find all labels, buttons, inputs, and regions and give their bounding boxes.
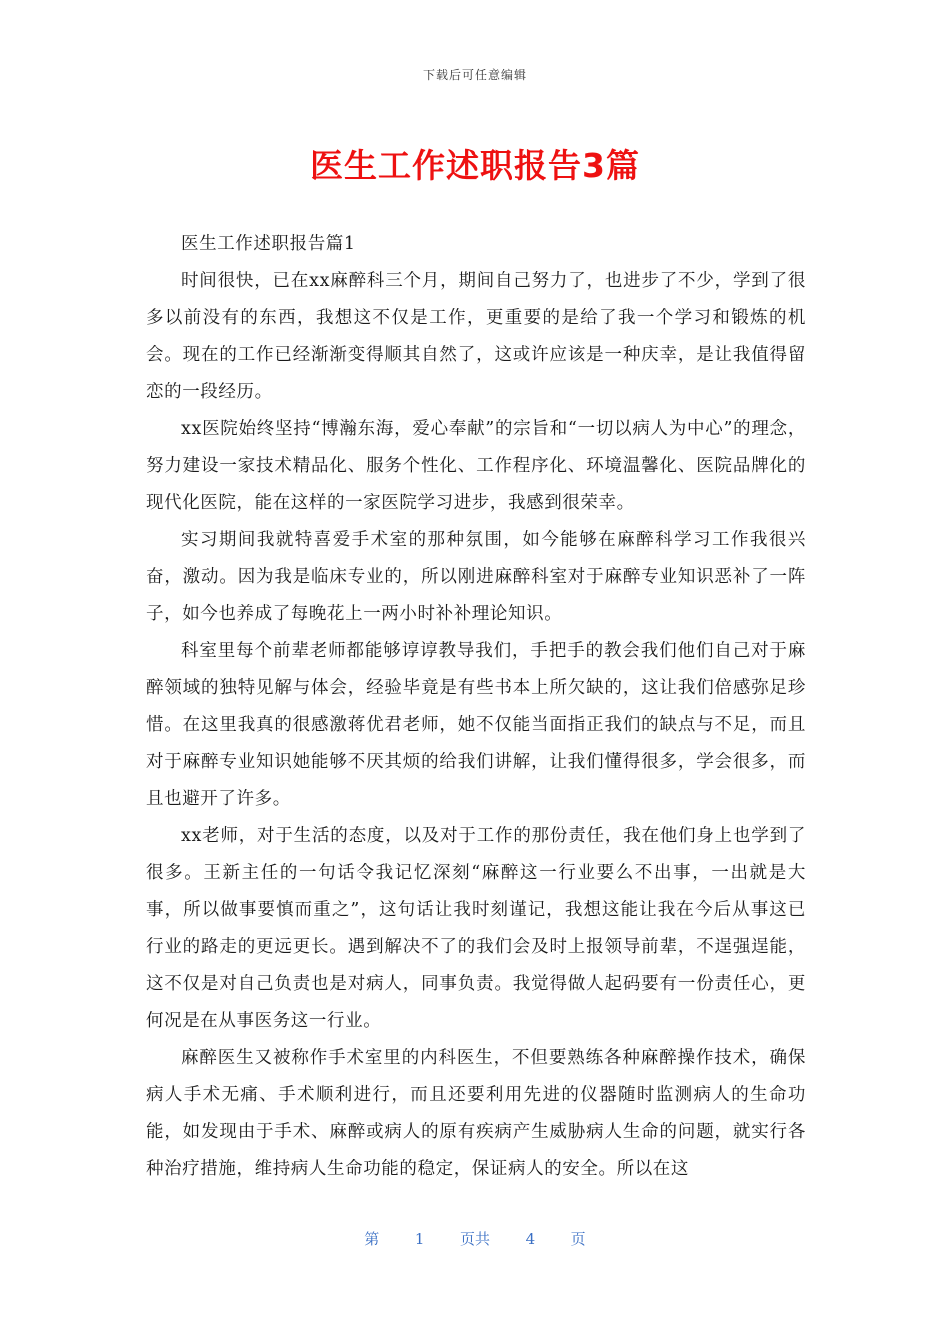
paragraph: 科室里每个前辈老师都能够谆谆教导我们，手把手的教会我们他们自己对于麻醉领域的独特见解与体会，经验毕竟是有些书本上所欠缺的，这让我们倍感弥足珍惜。在这里我真的很感激蒋优君老师，她不仅能当面指正我们的缺点与不足，而且对于麻醉专业知识她能够不厌其烦的给我们讲解，让我们懂得很多，学会很多，而且也避开了许多。 (146, 641, 806, 809)
paragraph: 实习期间我就特喜爱手术室的那种氛围，如今能够在麻醉科学习工作我很兴奋，激动。因为我是临床专业的，所以刚进麻醉科室对于麻醉专业知识恶补了一阵子，如今也养成了每晚花上一两小时补补理论知识。 (146, 530, 806, 624)
page-footer (0, 1228, 950, 1249)
current-page-number: 1 (414, 1230, 425, 1248)
page-label-post: 页 (570, 1230, 586, 1248)
document-title: 医生工作述职报告3篇 (310, 146, 640, 185)
page-label-pre: 第 (364, 1230, 380, 1248)
paragraph: xx医院始终坚持“博瀚东海，爱心奉献”的宗旨和“一切以病人为中心”的理念，努力建设一家技术精品化、服务个性化、工作程序化、环境温馨化、医院品牌化的现代化医院，能在这样的一家医院学习进步，我感到很荣幸。 (146, 419, 806, 513)
paragraph: 时间很快，已在xx麻醉科三个月，期间自己努力了，也进步了不少，学到了很多以前没有的东西，我想这不仅是工作，更重要的是给了我一个学习和锻炼的机会。现在的工作已经渐渐变得顺其自然了，这或许应该是一种庆幸，是让我值得留恋的一段经历。 (146, 271, 806, 402)
total-pages-number: 4 (525, 1230, 536, 1248)
header-note: 下载后可任意编辑 (422, 68, 527, 82)
paragraph: xx老师，对于生活的态度，以及对于工作的那份责任，我在他们身上也学到了很多。王新主任的一句话令我记忆深刻“麻醉这一行业要么不出事，一出就是大事，所以做事要慎而重之”，这句话让我时刻谨记，我想这能让我在今后从事这已行业的路走的更远更长。遇到解决不了的我们会及时上报领导前辈，不逞强逞能，这不仅是对自己负责也是对病人，同事负责。我觉得做人起码要有一份责任心，更何况是在从事医务这一行业。 (146, 826, 806, 1031)
section-heading: 医生工作述职报告篇1 (181, 234, 356, 254)
document-body (146, 226, 806, 1188)
paragraph: 麻醉医生又被称作手术室里的内科医生，不但要熟练各种麻醉操作技术，确保病人手术无痛、手术顺利进行，而且还要利用先进的仪器随时监测病人的生命功能，如发现由于手术、麻醉或病人的原有疾病产生威胁病人生命的问题，就实行各种治疗措施，维持病人生命功能的稳定，保证病人的安全。所以在这 (146, 1048, 806, 1179)
page-label-mid: 页共 (459, 1230, 490, 1248)
